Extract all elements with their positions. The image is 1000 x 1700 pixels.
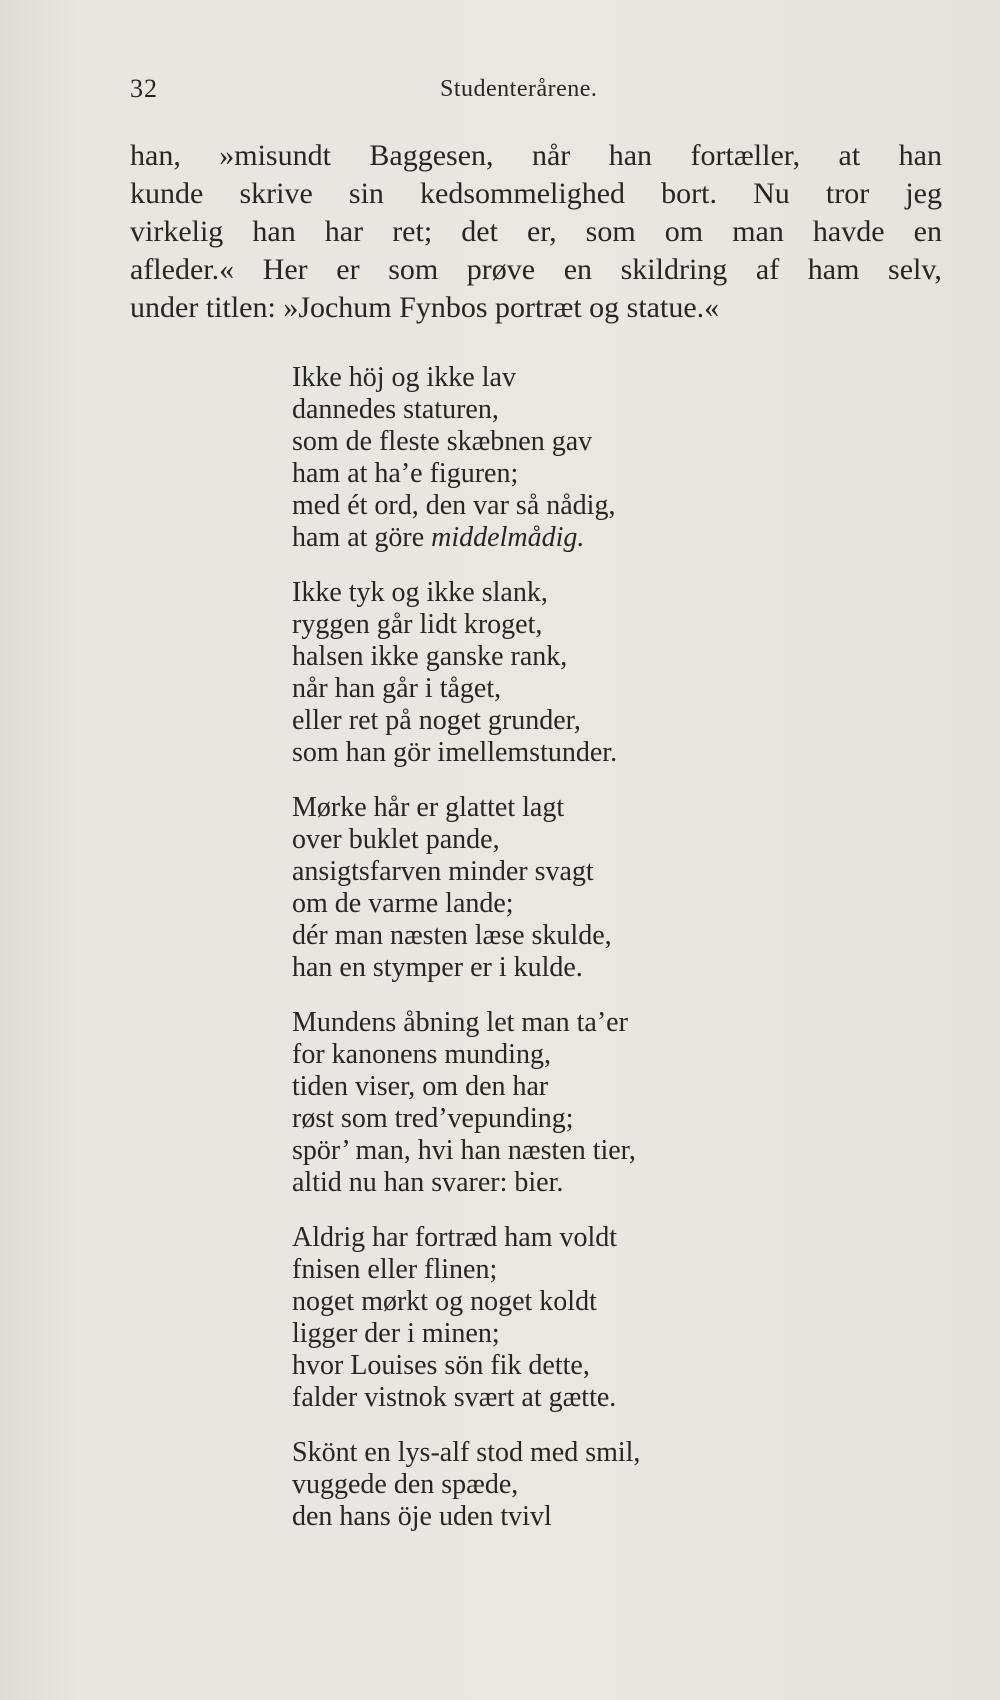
poem-verse: Mundens åbning let man ta’er [292, 1007, 628, 1038]
prose-word: ham [807, 253, 860, 286]
poem-verse: noget mørkt og noget koldt [292, 1286, 597, 1317]
page-header [130, 74, 940, 114]
prose-word: kunde [130, 177, 204, 210]
prose-word: han, [130, 139, 181, 172]
poem-stanza [292, 1437, 852, 1533]
poem-verse: den hans öje uden tvivl [292, 1501, 552, 1532]
prose-word: han [898, 139, 942, 172]
prose-word: har [324, 215, 364, 248]
prose-word: Fynbos [399, 291, 495, 324]
prose-word: titlen: [205, 291, 284, 324]
prose-line [130, 289, 942, 327]
prose-word: tror [825, 177, 870, 210]
prose-line [130, 251, 942, 289]
prose-word: havde [812, 215, 885, 248]
poem-stanza [292, 1222, 852, 1414]
prose-word: afleder.« [130, 253, 235, 286]
poem-verse [292, 522, 852, 554]
prose-word: af [755, 253, 780, 286]
prose-word: portræt [495, 291, 590, 324]
prose-word: og [589, 291, 627, 324]
prose-word: er [336, 253, 360, 286]
poem-verse: når han går i tåget, [292, 673, 502, 704]
poem-stanza [292, 577, 852, 769]
poem-verse: Mørke hår er glattet lagt [292, 792, 565, 823]
emphasized-word: middelmådig. [431, 522, 585, 553]
verse-text: ham at göre [292, 522, 432, 553]
prose-word: Nu [753, 177, 790, 210]
poem [292, 362, 852, 1556]
prose-word: »misundt [219, 139, 331, 172]
poem-verse: for kanonens munding, [292, 1039, 551, 1070]
poem-verse: vuggede den spæde, [292, 1469, 519, 1500]
prose-word: det [461, 215, 498, 248]
poem-verse: falder vistnok svært at gætte. [292, 1382, 617, 1413]
prose-word: man [732, 215, 784, 248]
poem-verse: som de fleste skæbnen gav [292, 426, 593, 457]
poem-verse: Ikke tyk og ikke slank, [292, 577, 548, 608]
prose-line [130, 137, 942, 175]
prose-word: ret; [392, 215, 433, 248]
prose-word: selv, [888, 253, 942, 286]
running-head: Studenterårene. [440, 76, 598, 102]
poem-verse: spör’ man, hvi han næsten tier, [292, 1135, 636, 1166]
page-number: 32 [130, 74, 158, 103]
prose-word: at [838, 139, 861, 172]
prose-word: som [585, 215, 636, 248]
prose-word: kedsommelighed [420, 177, 626, 210]
poem-verse: Skönt en lys-alf stod med smil, [292, 1437, 641, 1468]
poem-verse: som han gör imellemstunder. [292, 737, 618, 768]
prose-word: Baggesen, [369, 139, 494, 172]
prose-line [130, 175, 942, 213]
poem-verse: med ét ord, den var så nådig, [292, 490, 616, 521]
prose-word: statue.« [626, 291, 720, 324]
prose-word: prøve [466, 253, 536, 286]
poem-verse: dér man næsten læse skulde, [292, 920, 612, 951]
prose-word: han [252, 215, 296, 248]
prose-word: når [531, 139, 571, 172]
prose-word: sin [348, 177, 384, 210]
prose-word: under [130, 291, 206, 324]
poem-stanza [292, 1007, 852, 1199]
poem-verse: altid nu han svarer: bier. [292, 1167, 564, 1198]
prose-word: er, [526, 215, 557, 248]
poem-verse: ham at ha’e figuren; [292, 458, 519, 489]
prose-word: bort. [661, 177, 717, 210]
poem-stanza [292, 362, 852, 554]
prose-word: fortæller, [690, 139, 801, 172]
prose-word: om [664, 215, 704, 248]
poem-verse: ansigtsfarven minder svagt [292, 856, 594, 887]
poem-verse: dannedes staturen, [292, 394, 499, 425]
poem-verse: ligger der i minen; [292, 1318, 500, 1349]
poem-verse: røst som tred’vepunding; [292, 1103, 574, 1134]
poem-verse: halsen ikke ganske rank, [292, 641, 568, 672]
poem-verse: tiden viser, om den har [292, 1071, 549, 1102]
prose-word: skildring [620, 253, 728, 286]
poem-verse: om de varme lande; [292, 888, 514, 919]
poem-verse: hvor Louises sön fik dette, [292, 1350, 590, 1381]
poem-verse: eller ret på noget grunder, [292, 705, 581, 736]
prose-line [130, 213, 942, 251]
poem-verse: Aldrig har fortræd ham voldt [292, 1222, 618, 1253]
poem-stanza [292, 792, 852, 984]
prose-word: virkelig [130, 215, 224, 248]
poem-verse: fnisen eller flinen; [292, 1254, 498, 1285]
poem-verse: han en stymper er i kulde. [292, 952, 583, 983]
prose-word: skrive [239, 177, 313, 210]
prose-word: Her [262, 253, 308, 286]
poem-verse: over buklet pande, [292, 824, 500, 855]
prose-word: som [388, 253, 439, 286]
prose-word: en [913, 215, 942, 248]
prose-word: en [563, 253, 593, 286]
poem-verse: Ikke höj og ikke lav [292, 362, 516, 393]
prose-word: han [608, 139, 653, 172]
prose-paragraph [130, 137, 942, 327]
prose-word: jeg [905, 177, 942, 210]
poem-verse: ryggen går lidt kroget, [292, 609, 543, 640]
prose-word: »Jochum [283, 291, 400, 324]
